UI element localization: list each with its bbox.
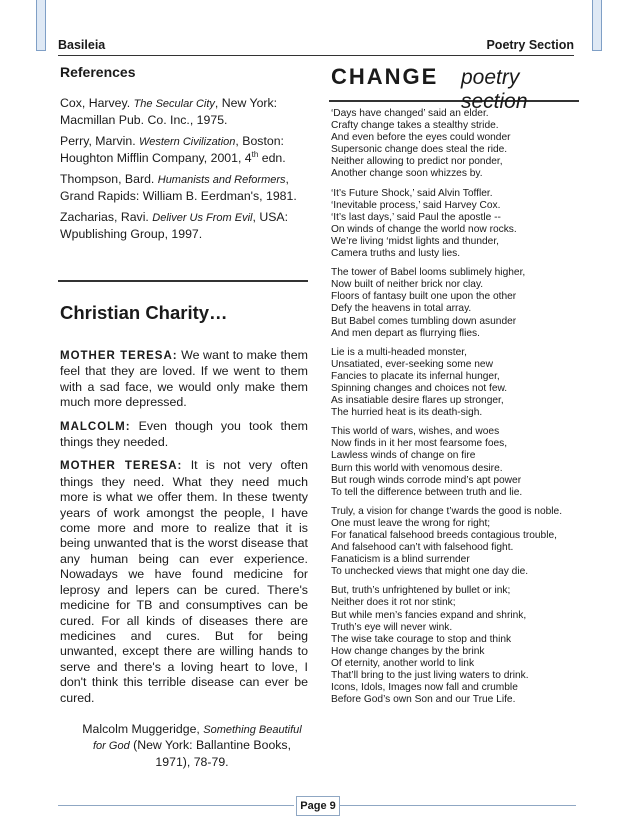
reference-item: Zacharias, Ravi. Deliver Us From Evil, USA: Wpublishing Group, 1997.: [60, 210, 289, 241]
reference-item: Perry, Marvin. Western Civilization, Boston: Houghton Mifflin Company, 2001, 4th edn.: [60, 134, 286, 165]
section-title: Poetry Section: [486, 38, 574, 52]
poem-line: But Babel comes tumbling down asunder: [331, 315, 517, 327]
poem-line: ‘It’s last days,’ said Paul the apostle --: [331, 211, 501, 223]
poem-line: Truly, a vision for change t’wards the good is noble.: [331, 505, 563, 517]
footer-rule-left: [58, 805, 294, 806]
poem-line: We’re living ‘midst lights and thunder,: [331, 235, 499, 247]
poem-line: Crafty change takes a stealthy stride.: [331, 120, 499, 132]
poem-line: That’ll bring to the just living waters to drink.: [331, 670, 529, 682]
poem-line: Lawless winds of change on fire: [331, 450, 476, 462]
poem-line: But rough winds corrode mind’s apt power: [331, 474, 522, 486]
right-column: [329, 64, 579, 713]
left-column: [60, 64, 308, 770]
poem-line: The wise take courage to stop and think: [331, 633, 512, 645]
section-divider: [58, 280, 308, 282]
poem-line: ‘Days have changed’ said an elder.: [331, 108, 489, 119]
poem-line: ‘Inevitable process,’ said Harvey Cox.: [331, 199, 501, 211]
poem-line: Lie is a multi-headed monster,: [331, 346, 467, 358]
poem-line: Supersonic change does steal the ride.: [331, 144, 508, 156]
poem-stanza: [331, 506, 579, 579]
reference-item: Cox, Harvey. The Secular City, New York: Macmillan Pub. Co. Inc., 1975.: [60, 96, 278, 127]
poem-line: ‘It’s Future Shock,’ said Alvin Toffler.: [331, 187, 493, 199]
poem-line: Burn this world with venomous desire.: [331, 462, 503, 474]
poem-stanza: [331, 188, 579, 261]
poem-line: One must leave the wrong for right;: [331, 517, 491, 529]
references-heading: References: [60, 64, 136, 80]
poem-line: On winds of change the world now rocks.: [331, 223, 517, 235]
publication-title: Basileia: [58, 38, 106, 52]
poem-line: Defy the heavens in total array.: [331, 303, 472, 315]
poem-line: For fanatical falsehood breeds contagious trouble,: [331, 530, 557, 541]
poem-title-main: CHANGE: [331, 64, 439, 89]
poem-body: [329, 108, 579, 706]
header-rule: [58, 55, 574, 56]
poem-line: Neither does it rot nor stink;: [331, 597, 456, 609]
poem-line: The tower of Babel looms sublimely higher,: [331, 267, 526, 279]
poem-line: Truth’s eye will never wink.: [331, 621, 453, 633]
page-header: [58, 36, 574, 56]
poem-line: Floors of fantasy built one upon the other: [331, 291, 517, 303]
poem-stanza: [331, 347, 579, 420]
poem-line: Now finds in it her most fearsome foes,: [331, 438, 508, 450]
poem-line: Icons, Idols, Images now fall and crumble: [331, 682, 518, 694]
poem-line: To unchecked views that might one day die.: [331, 566, 529, 578]
poem-title: [329, 64, 579, 113]
left-decor-tab: [36, 0, 46, 51]
poem-line: Neither allowing to predict nor ponder,: [331, 156, 503, 168]
poem-line: Camera truths and lusty lies.: [331, 248, 461, 260]
poem-line: How change changes by the brink: [331, 645, 485, 657]
poem-stanza: [331, 267, 579, 340]
poem-title-sub: poetry section: [461, 66, 528, 113]
poem-line: Of eternity, another world to link: [331, 657, 475, 669]
charity-heading: Christian Charity…: [60, 302, 228, 323]
poem-stanza: [331, 426, 579, 499]
poem-line: Now built of neither brick nor clay.: [331, 279, 484, 291]
poem-line: Before God’s own Son and our True Life.: [331, 694, 516, 706]
footer-rule-right: [340, 805, 576, 806]
dialogue-paragraph: MOTHER TERESA: We want to make them feel that they are loved. If we went to them with a sad face, we would only make them much more depressed.: [60, 348, 308, 410]
dialogue-paragraph: MALCOLM: Even though you took them things they needed.: [60, 418, 308, 450]
poem-line: To tell the difference between truth and lie.: [331, 486, 523, 498]
poem-line: And even before the eyes could wonder: [331, 132, 511, 144]
poem-line: Fanaticism is a blind surrender: [331, 554, 470, 566]
poem-line: Another change soon whizzes by.: [331, 168, 483, 180]
page-number: Page 9: [296, 796, 340, 816]
citation: Malcolm Muggeridge, Something Beautiful for God (New York: Ballantine Books, 1971), 78-79.: [82, 721, 302, 769]
poem-line: Spinning changes and choices not few.: [331, 382, 508, 394]
speaker-label: MALCOLM:: [60, 420, 131, 433]
speaker-label: MOTHER TERESA:: [60, 460, 183, 473]
poem-line: Fancies to placate its infernal hunger,: [331, 370, 500, 382]
poem-line: As insatiable desire flares up stronger,: [331, 395, 504, 407]
poem-line: The hurried heat is its death-sigh.: [331, 407, 483, 419]
dialogue-paragraph: MOTHER TERESA: It is not very often things they need. What they need much more is what we offer them. In these twenty years of work amongst the people, I have come more and more to realize that it is being unwanted that is the worst disease that any human being can ever experience. Nowadays we have found medicine for leprosy and lepers can be cured. There's medicine for TB and consumptives can be cured. For all kinds of diseases there are medicines and cures. But for being unwanted, except there are willing hands to serve and there's a loving heart to love, I don't think this terrible disease can ever be cured.: [60, 458, 308, 705]
poem-line: And falsehood can’t with falsehood fight.: [331, 542, 514, 554]
poem-stanza: [331, 585, 579, 706]
poem-line: This world of wars, wishes, and woes: [331, 426, 500, 438]
reference-item: Thompson, Bard. Humanists and Reformers, Grand Rapids: William B. Eerdman's, 1981.: [60, 172, 297, 203]
right-decor-tab: [592, 0, 602, 51]
poem-line: And men depart as flurrying flies.: [331, 327, 480, 339]
poem-line: Unsatiated, ever-seeking some new: [331, 358, 493, 370]
poem-line: But while men’s fancies expand and shrink,: [331, 609, 527, 621]
poem-line: But, truth’s unfrightened by bullet or ink;: [331, 585, 511, 597]
poem-stanza: [331, 108, 579, 181]
speaker-label: MOTHER TERESA:: [60, 350, 178, 362]
